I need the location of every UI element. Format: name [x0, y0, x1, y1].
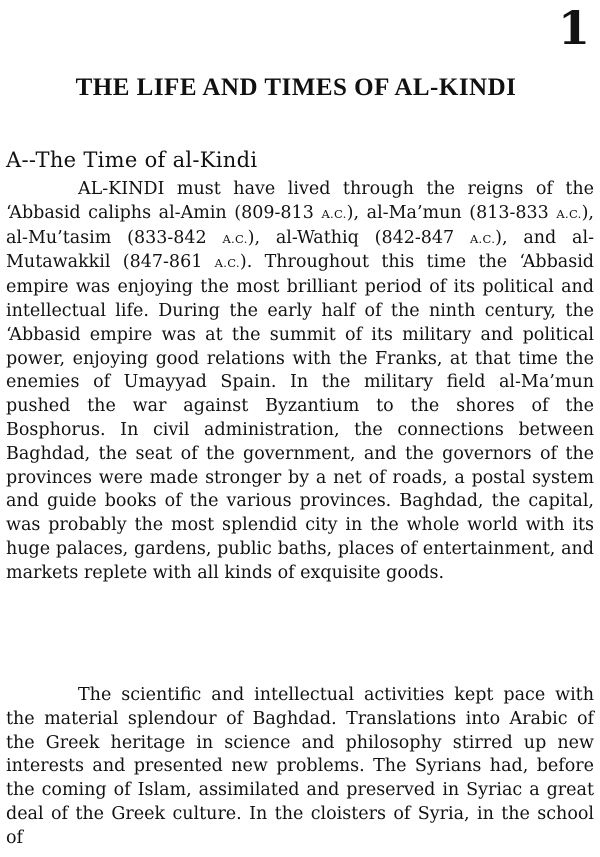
era-abbreviation: A.C.	[469, 231, 496, 246]
era-abbreviation: A.C.	[214, 256, 240, 271]
era-abbreviation: A.C.	[321, 206, 347, 221]
paragraph-1-text: ), al-Ma’mun (813-833	[346, 202, 557, 223]
era-abbreviation: A.C.	[556, 206, 582, 221]
paragraph-1-text: ), and al-Mutawakkil (847-861	[6, 227, 594, 273]
chapter-title: THE LIFE AND TIMES OF AL-KINDI	[75, 74, 517, 101]
section-heading: A--The Time of al-Kindi	[6, 148, 258, 172]
paragraph-1-text: ). Throughout this time the ‘Abbasid empire was enjoying the most brilliant period of its political and intellectual life. During the early half of the ninth century, the ‘Abbasid empire was at the summit of its military and political power, enjoying good relations with the Franks, at that time the enemies of Umayyad Spain. In the military field al-Ma’mun pushed the war against Byzantium to the shores of the Bosphorus. In civil administration, the connections between Baghdad, the seat of the government, and the governors of the provinces were made stronger by a net of roads, a postal system and guide books of the various provinces. Baghdad, the capital, was probably the most splendid city in the whole world with its huge palaces, gardens, public baths, places of entertainment, and markets replete with all kinds of exquisite goods.	[6, 252, 595, 583]
paragraph-1-text: AL-KINDI must have lived through the reigns of the ‘Abbasid caliphs al-Amin (809-813	[6, 179, 594, 223]
paragraph-1-text: ), al-Mu’tasim (833-842	[6, 202, 594, 248]
paragraph-2: The scientific and intellectual activities kept pace with the material splendour of Baghdad. Translations into Arabic of the Greek heritage in science and philosophy stirred up new interests and presented new problems. The Syrians had, before the coming of Islam, assimilated and preserved in Syriac a great deal of the Greek culture. In the cloisters of Syria, in the school of	[6, 685, 594, 848]
paragraph-1-text: ), al-Wathiq (842-847	[247, 227, 470, 248]
era-abbreviation: A.C.	[222, 231, 248, 246]
paragraph-1	[6, 178, 594, 586]
chapter-number: 1	[557, 1, 590, 55]
